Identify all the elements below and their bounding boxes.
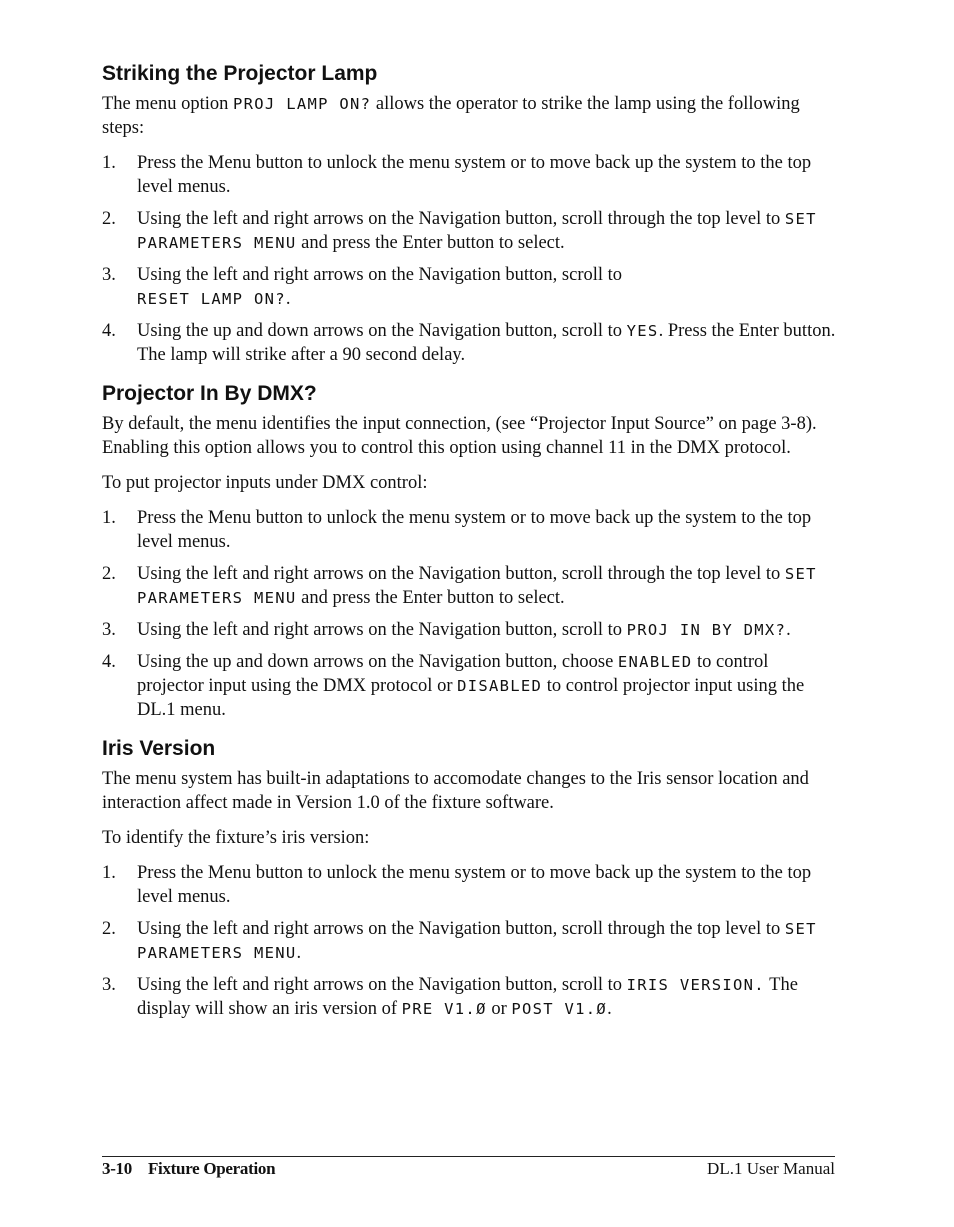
section-heading: Striking the Projector Lamp [102,62,378,85]
menu-code: SET PARAMETERS MENU [137,920,817,962]
step-text: Using the up and down arrows on the Navigation button, choose [137,652,618,672]
paragraph: The menu system has built-in adaptations to accomodate changes to the Iris sensor location and interaction affect made in Version 1.0 of the fixture software. [102,769,809,813]
step-number: 1. [102,508,116,528]
menu-code: ENABLED [617,653,693,671]
step-number: 2. [102,564,116,584]
steps-list [102,506,837,722]
text: allows the operator to strike the lamp using the following steps: [102,94,800,138]
text: The menu option [102,94,234,114]
step-text: . [296,943,302,963]
step-text: . [786,620,791,640]
paragraph: To identify the fixture’s iris version: [102,828,370,848]
section-iris-version [102,735,837,1021]
paragraph: To put projector inputs under DMX control: [102,473,428,493]
step-text: Using the left and right arrows on the Navigation button, scroll through the top level to [137,919,785,939]
menu-code: DISABLED [457,677,543,695]
footer-left [102,1159,275,1179]
step-text: to control projector input using the DMX protocol or [137,652,769,696]
menu-code: SET PARAMETERS MENU [137,210,817,252]
step-text: Using the left and right arrows on the Navigation button, scroll through the top level to [137,564,785,584]
list-item [102,861,837,909]
step-number: 4. [102,652,116,672]
list-item [102,506,837,554]
step-text: Press the Menu button to unlock the menu system or to move back up the system to the top level menus. [137,153,812,197]
step-number: 2. [102,209,116,229]
manual-title: DL.1 User Manual [707,1159,835,1178]
step-text: Press the Menu button to unlock the menu system or to move back up the system to the top level menus. [137,863,812,907]
step-text: Using the left and right arrows on the Navigation button, scroll to [137,265,623,285]
step-text: and press the Enter button to select. [296,233,565,253]
chapter-name: Fixture Operation [147,1159,276,1178]
section-striking-lamp [102,60,837,367]
menu-code: RESET LAMP ON? [137,290,286,308]
list-item [102,562,837,610]
step-text: Using the left and right arrows on the Navigation button, scroll to [137,620,627,640]
list-item [102,151,837,199]
page-footer [102,1156,835,1179]
step-number: 1. [102,153,116,173]
steps-list [102,861,837,1021]
step-number: 3. [102,975,116,995]
page-number: 3-10 [102,1159,132,1178]
step-text: Using the left and right arrows on the Navigation button, scroll through the top level to [137,209,785,229]
list-item [102,319,837,367]
section-projector-in-by-dmx [102,380,837,722]
menu-code: SET PARAMETERS MENU [137,565,817,607]
step-text: . [607,999,612,1019]
paragraph [102,92,837,140]
paragraph: By default, the menu identifies the input connection, (see “Projector Input Source” on page 3-8). Enabling this option allows you to control this option using channel 11 in the DMX protocol. [102,414,817,458]
steps-list [102,151,837,367]
step-number: 2. [102,919,116,939]
list-item [102,263,837,311]
step-number: 4. [102,321,116,341]
menu-code: YES [626,322,659,340]
step-number: 3. [102,620,116,640]
step-text: Using the left and right arrows on the Navigation button, scroll to [137,975,627,995]
step-text: Press the Menu button to unlock the menu system or to move back up the system to the top level menus. [137,508,812,552]
step-text: to control projector input using the DL.1 menu. [137,676,805,720]
step-text: . Press the Enter button. The lamp will strike after a 90 second delay. [137,321,836,365]
section-heading: Iris Version [102,737,216,760]
step-number: 1. [102,863,116,883]
step-text: . [285,289,291,309]
list-item [102,973,837,1021]
step-text: The display will show an iris version of [137,975,798,1019]
list-item [102,917,837,965]
section-heading: Projector In By DMX? [102,382,317,405]
page-content [102,60,837,1034]
list-item [102,618,837,642]
menu-code: PROJ LAMP ON? [233,95,372,113]
step-text: and press the Enter button to select. [296,588,565,608]
step-text: Using the up and down arrows on the Navigation button, scroll to [137,321,627,341]
menu-code: PRE V1.Ø [401,1000,487,1018]
menu-code: POST V1.Ø [511,1000,608,1018]
menu-code: IRIS VERSION. [626,976,765,994]
step-number: 3. [102,265,116,285]
list-item [102,650,837,722]
step-text: or [486,999,512,1019]
list-item [102,207,837,255]
menu-code: PROJ IN BY DMX? [626,621,787,639]
